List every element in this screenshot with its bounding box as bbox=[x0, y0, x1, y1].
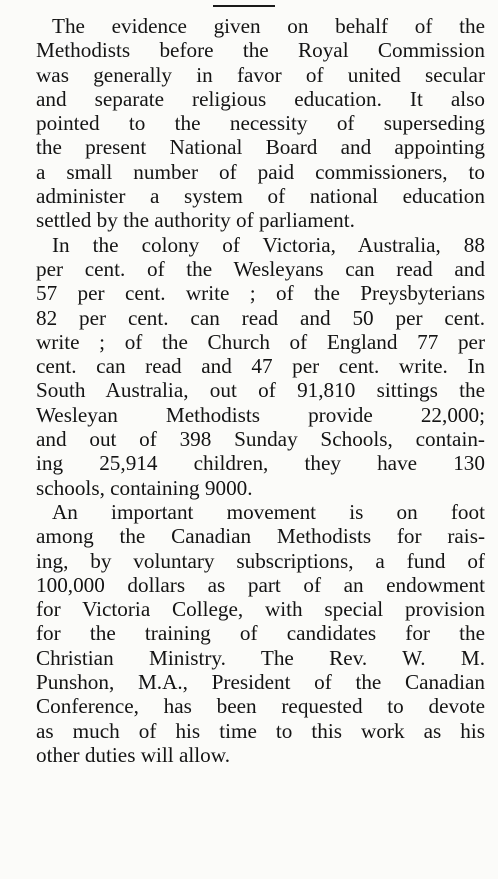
text-line: cent. can read and 47 per cent. write. In bbox=[36, 354, 485, 379]
text-line: for the training of candidates for the bbox=[36, 621, 485, 646]
text-line: for Victoria College, with special provision bbox=[36, 597, 485, 622]
text-line: Conference, has been requested to devote bbox=[36, 694, 485, 719]
text-line: Christian Ministry. The Rev. W. M. bbox=[36, 645, 485, 670]
text-line: and out of 398 Sunday Schools, contain- bbox=[36, 427, 485, 452]
text-line: Wesleyan Methodists provide 22,000; bbox=[36, 402, 485, 427]
paragraph-victoria-australia bbox=[18, 233, 485, 500]
text-line: ing 25,914 children, they have 130 bbox=[36, 451, 485, 476]
text-line: The evidence given on behalf of the bbox=[52, 14, 485, 38]
text-line: ing, by voluntary subscriptions, a fund of bbox=[36, 548, 485, 573]
text-line: schools, containing 9000. bbox=[36, 475, 253, 500]
text-line: 57 per cent. write ; of the Preysbyterians bbox=[36, 281, 485, 306]
text-line: 100,000 dollars as part of an endowment bbox=[36, 572, 485, 597]
text-line: the present National Board and appointing bbox=[36, 135, 485, 160]
paragraph-canadian-methodists bbox=[18, 500, 485, 767]
article-column bbox=[18, 14, 485, 767]
text-line: as much of his time to this work as his bbox=[36, 718, 485, 743]
text-line: write ; of the Church of England 77 per bbox=[36, 329, 485, 354]
text-line: pointed to the necessity of superseding bbox=[36, 111, 485, 136]
text-line: An important movement is on foot bbox=[52, 499, 485, 524]
top-rule bbox=[213, 5, 275, 7]
text-line: and separate religious education. It also bbox=[36, 86, 485, 111]
text-line: per cent. of the Wesleyans can read and bbox=[36, 256, 485, 281]
text-line: was generally in favor of united secular bbox=[36, 62, 485, 87]
text-line: a small number of paid commissioners, to bbox=[36, 159, 485, 184]
text-line: Methodists before the Royal Commission bbox=[36, 38, 485, 63]
paragraph-methodist-evidence bbox=[18, 14, 485, 233]
text-line: settled by the authority of parliament. bbox=[36, 208, 355, 233]
text-line: among the Canadian Methodists for rais- bbox=[36, 524, 485, 549]
text-line: South Australia, out of 91,810 sittings the bbox=[36, 378, 485, 403]
text-line: Punshon, M.A., President of the Canadian bbox=[36, 670, 485, 695]
text-line: other duties will allow. bbox=[36, 742, 230, 767]
text-line: administer a system of national education bbox=[36, 184, 485, 209]
text-line: In the colony of Victoria, Australia, 88 bbox=[52, 232, 485, 257]
text-line: 82 per cent. can read and 50 per cent. bbox=[36, 305, 485, 330]
